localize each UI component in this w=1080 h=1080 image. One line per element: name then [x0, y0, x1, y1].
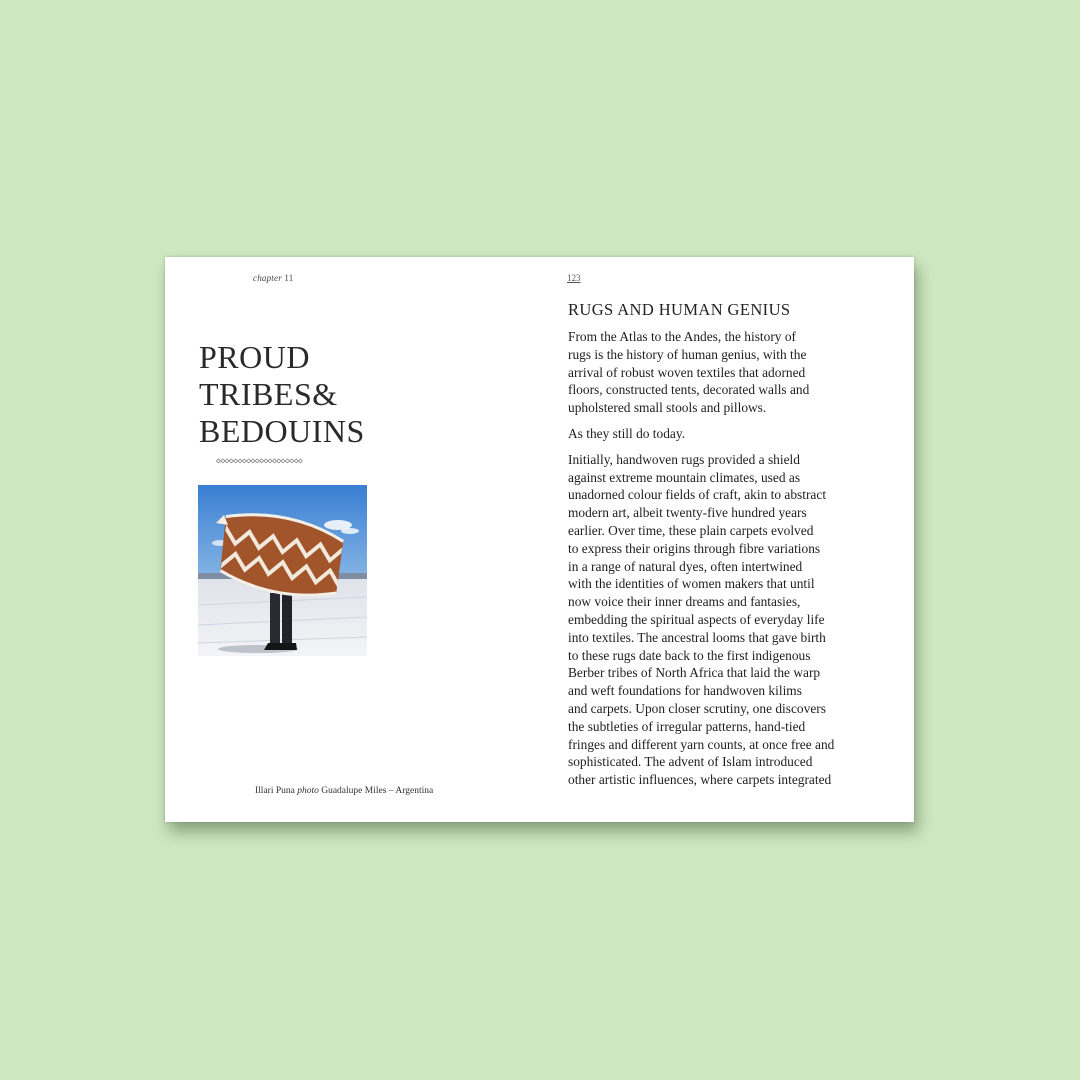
- left-page: [165, 257, 540, 822]
- text-line: earlier. Over time, these plain carpets evolved: [568, 522, 814, 538]
- caption-photo-label: photo: [297, 786, 319, 796]
- text-line: modern art, albeit twenty-five hundred years: [568, 505, 807, 521]
- text-line: the subtleties of irregular patterns, hand-tied: [568, 718, 806, 734]
- right-page: [540, 257, 914, 822]
- decorative-ornament: ◇◇◇◇◇◇◇◇◇◇◇◇◇◇◇◇◇◇◇◇: [216, 456, 303, 465]
- text-line: Berber tribes of North Africa that laid the warp: [568, 665, 821, 681]
- text-line: floors, constructed tents, decorated walls and: [568, 382, 810, 398]
- caption-name: Illari Puna: [255, 786, 295, 796]
- chapter-label: [253, 273, 293, 283]
- text-line: unadorned colour fields of craft, akin to abstract: [568, 487, 827, 503]
- photo-caption: [255, 786, 433, 796]
- text-line: rugs is the history of human genius, with the: [568, 346, 807, 362]
- text-line: Initially, handwoven rugs provided a shield: [568, 451, 800, 467]
- title-line-1: PROUD: [199, 339, 310, 375]
- text-line: now voice their inner dreams and fantasies,: [568, 594, 801, 610]
- text-line: upholstered small stools and pillows.: [568, 400, 767, 416]
- section-heading: RUGS AND HUMAN GENIUS: [568, 300, 791, 319]
- open-book: [165, 257, 914, 822]
- paragraph-1: [568, 328, 898, 417]
- chapter-title: [199, 339, 519, 450]
- body-text: [568, 328, 898, 797]
- text-line: in a range of natural dyes, often intertwined: [568, 558, 803, 574]
- title-line-3: BEDOUINS: [199, 413, 365, 449]
- text-line: into textiles. The ancestral looms that gave birth: [568, 629, 826, 645]
- text-line: embedding the spiritual aspects of everyday life: [568, 611, 825, 627]
- text-line: arrival of robust woven textiles that adorned: [568, 364, 806, 380]
- text-line: sophisticated. The advent of Islam introduced: [568, 754, 813, 770]
- text-line: fringes and different yarn counts, at once free and: [568, 736, 835, 752]
- text-line: to express their origins through fibre variations: [568, 540, 821, 556]
- text-line: with the identities of women makers that until: [568, 576, 815, 592]
- text-line: to these rugs date back to the first indigenous: [568, 647, 811, 663]
- paragraph-2: [568, 425, 898, 443]
- text-line: other artistic influences, where carpets integrated: [568, 772, 832, 788]
- chapter-word: chapter: [253, 273, 282, 283]
- text-line: against extreme mountain climates, used as: [568, 469, 801, 485]
- photo-rug-figure: [198, 485, 367, 656]
- text-line: As they still do today.: [568, 425, 686, 441]
- text-line: From the Atlas to the Andes, the history of: [568, 329, 796, 344]
- title-line-2: TRIBES&: [199, 376, 338, 412]
- page-number: 123: [567, 273, 581, 283]
- text-line: and carpets. Upon closer scrutiny, one discovers: [568, 700, 826, 716]
- caption-credit: Guadalupe Miles – Argentina: [321, 786, 434, 796]
- paragraph-3: [568, 451, 898, 789]
- text-line: and weft foundations for handwoven kilims: [568, 683, 802, 699]
- chapter-number: 11: [284, 273, 294, 283]
